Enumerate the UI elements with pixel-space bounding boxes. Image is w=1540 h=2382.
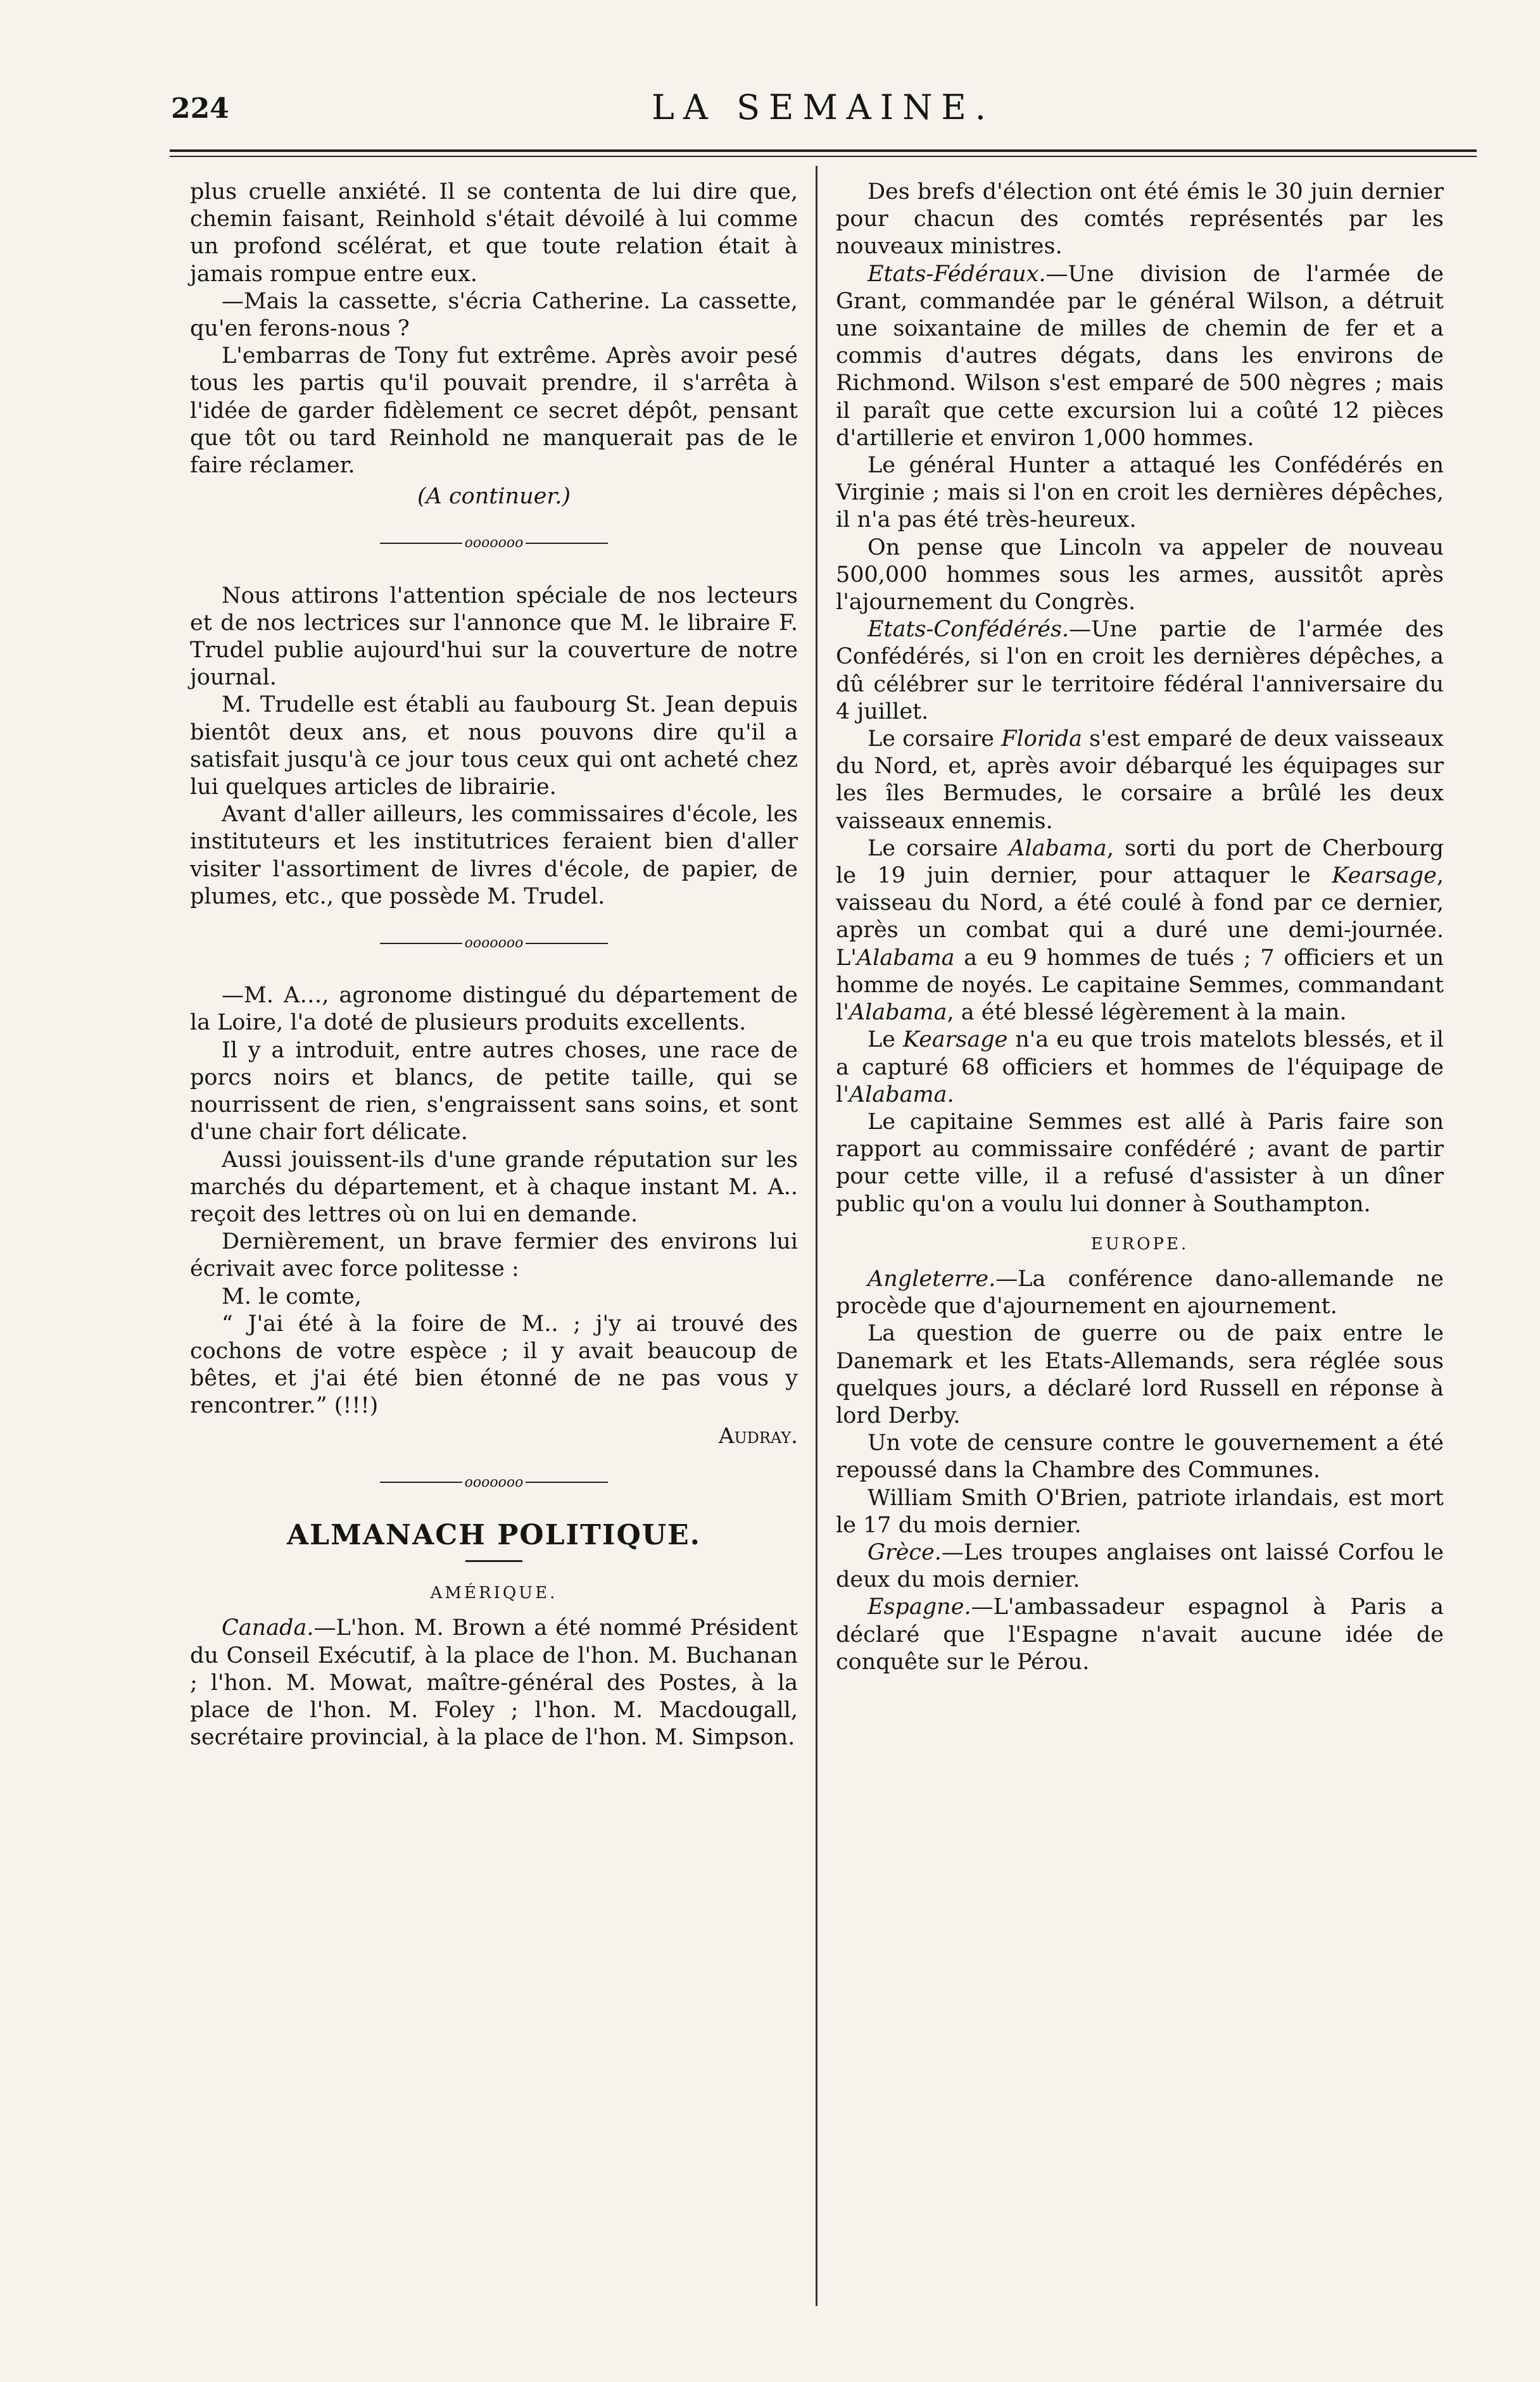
paragraph: M. le comte, [222,1283,362,1309]
paragraph: Dernièrement, un brave fermier des environs lui écrivait avec force politesse : [190,1229,798,1282]
paragraph: Nous attirons l'attention spéciale de nos lecteurs et de nos lectrices sur l'annonce que M. le libraire F. Trudel publie aujourd'hui sur la couverture de notre journal. [190,583,798,691]
separator: ooooooo [190,1469,798,1496]
paragraph: Angleterre.—La conférence dano-allemande ne procède que d'ajournement en ajournement. [836,1266,1444,1320]
subheading: EUROPE. [1090,1234,1189,1254]
subheading: AMÉRIQUE. [430,1584,558,1603]
page-header [171,87,1475,138]
paragraph-label: Etats-Confédérés. [868,617,1070,643]
paragraph: “ J'ai été à la foire de M.. ; j'y ai trouvé des cochons de votre espèce ; il y avait beaucoup de bêtes, et j'ai été bien étonné de ne pas vous y rencontrer.” (!!!) [190,1311,798,1419]
paragraph-label: Etats-Fédéraux. [868,261,1046,287]
running-title: LA SEMAINE. [652,87,995,127]
paragraph: Etats-Confédérés.—Une partie de l'armée des Confédérés, si l'on en croit les dernières dépêches, a dû célébrer sur le territoire fédéral l'anniversaire du 4 juillet. [836,617,1444,724]
ship-name: Alabama [849,1000,947,1026]
paragraph: Des brefs d'élection ont été émis le 30 juin dernier pour chacun des comtés représentés par les nouveaux ministres. [836,179,1444,260]
paragraph: M. Trudelle est établi au faubourg St. Jean depuis bientôt deux ans, et nous pouvons dire qu'il a satisfait jusqu'à ce jour tous ceux qui ont acheté chez lui quelques articles de librairie. [190,692,798,800]
paragraph: Canada.—L'hon. M. Brown a été nommé Président du Conseil Exécutif, à la place de l'hon. M. Buchanan ; l'hon. M. Mowat, maître-général des Postes, à la place de l'hon. M. Foley ; l'hon. M. Macdougall, secrétaire provincial, à la place de l'hon. M. Simpson. [190,1615,798,1751]
ship-name: Kearsage [1332,863,1437,889]
section-heading: ALMANACH POLITIQUE. [287,1518,701,1551]
paragraph: William Smith O'Brien, patriote irlandais, est mort le 17 du mois dernier. [836,1485,1444,1538]
paragraph: On pense que Lincoln va appeler de nouveau 500,000 hommes sous les armes, aussitôt après l'ajournement du Congrès. [836,534,1444,615]
paragraph: Aussi jouissent-ils d'une grande réputation sur les marchés du département, et à chaque instant M. A.. reçoit des lettres où on lui en demande. [190,1147,798,1227]
paragraph: Le Kearsage n'a eu que trois matelots blessés, et il a capturé 68 officiers et hommes de l'équipage de l'Alabama. [836,1027,1444,1107]
paragraph: —Mais la cassette, s'écria Catherine. La cassette, qu'en ferons-nous ? [190,288,798,342]
paragraph: —M. A…, agronome distingué du département de la Loire, l'a doté de plusieurs produits excellents. [190,983,798,1036]
paragraph: Etats-Fédéraux.—Une division de l'armée de Grant, commandée par le général Wilson, a détruit une soixantaine de milles de chemin de fer et a commis d'autres dégats, dans les environs de Richmond. Wilson s'est emparé de 500 nègres ; mais il paraît que cette excursion lui a coûté 12 pièces d'artillerie et environ 1,000 hommes. [836,261,1444,451]
paragraph-label: Espagne. [868,1594,971,1620]
ship-name: Florida [1001,726,1082,752]
short-rule [465,1560,522,1562]
paragraph-label: Grèce. [868,1539,942,1565]
paragraph: Un vote de censure contre le gouvernement a été repoussé dans la Chambre des Communes. [836,1430,1444,1484]
header-rule [170,149,1477,152]
ship-name: Alabama. [849,1081,954,1107]
ship-name: Alabama [856,945,955,971]
continuation-note: (A continuer.) [417,484,571,510]
right-column [836,179,1444,1676]
header-rule-thin [170,156,1477,157]
paragraph: La question de guerre ou de paix entre le Danemark et les Etats-Allemands, sera réglée sous quelques jours, a déclaré lord Russell en réponse à lord Derby. [836,1321,1444,1428]
paragraph: Avant d'aller ailleurs, les commissaires d'école, les instituteurs et les institutrices feraient bien d'aller visiter l'assortiment de livres d'école, de papier, de plumes, etc., que possède M. Trudel. [190,802,798,909]
column-divider [816,166,817,2306]
ship-name: Kearsage [902,1027,1008,1053]
paragraph: Le capitaine Semmes est allé à Paris faire son rapport au commissaire confédéré ; avant de partir pour cette ville, il a refusé d'assister à un dîner public qu'on a voulu lui donner à Southampton. [836,1109,1444,1217]
page-number: 224 [171,92,229,125]
paragraph: Le corsaire Florida s'est emparé de deux vaisseaux du Nord, et, après avoir débarqué les équipages sur les îles Bermudes, le corsaire a brûlé les deux vaisseaux ennemis. [836,726,1444,834]
left-column [190,179,798,1751]
paragraph-label: Canada. [222,1615,314,1641]
paragraph-label: Angleterre. [868,1266,996,1292]
signature: Audray. [718,1423,798,1449]
paragraph: Espagne.—L'ambassadeur espagnol à Paris a déclaré que l'Espagne n'avait aucune idée de conquête sur le Pérou. [836,1594,1444,1675]
ship-name: Alabama [1009,835,1107,861]
paragraph: plus cruelle anxiété. Il se contenta de lui dire que, chemin faisant, Reinhold s'était dévoilé à lui comme un profond scélérat, et que toute relation était à jamais rompue entre eux. [190,179,798,287]
paragraph: L'embarras de Tony fut extrême. Après avoir pesé tous les partis qu'il pouvait prendre, il s'arrêta à l'idée de garder fidèlement ce secret dépôt, pensant que tôt ou tard Reinhold ne manquerait pas de le faire réclamer. [190,343,798,479]
separator: ooooooo [190,929,798,957]
paragraph: Le corsaire Alabama, sorti du port de Cherbourg le 19 juin dernier, pour attaquer le Kearsage, vaisseau du Nord, a été coulé à fond par ce dernier, après un combat qui a duré une demi-journée. L'Alabama a eu 9 hommes de tués ; 7 officiers et un homme de noyés. Le capitaine Semmes, commandant l'Alabama, a été blessé légèrement à la main. [836,835,1444,1026]
paragraph: Le général Hunter a attaqué les Confédérés en Virginie ; mais si l'on en croit les dernières dépêches, il n'a pas été très-heureux. [836,453,1444,533]
separator: ooooooo [190,529,798,557]
paragraph: Grèce.—Les troupes anglaises ont laissé Corfou le deux du mois dernier. [836,1539,1444,1593]
paragraph: Il y a introduit, entre autres choses, une race de porcs noirs et blancs, de petite taille, qui se nourrissent de rien, s'engraissent sans soins, et sont d'une chair fort délicate. [190,1037,798,1145]
